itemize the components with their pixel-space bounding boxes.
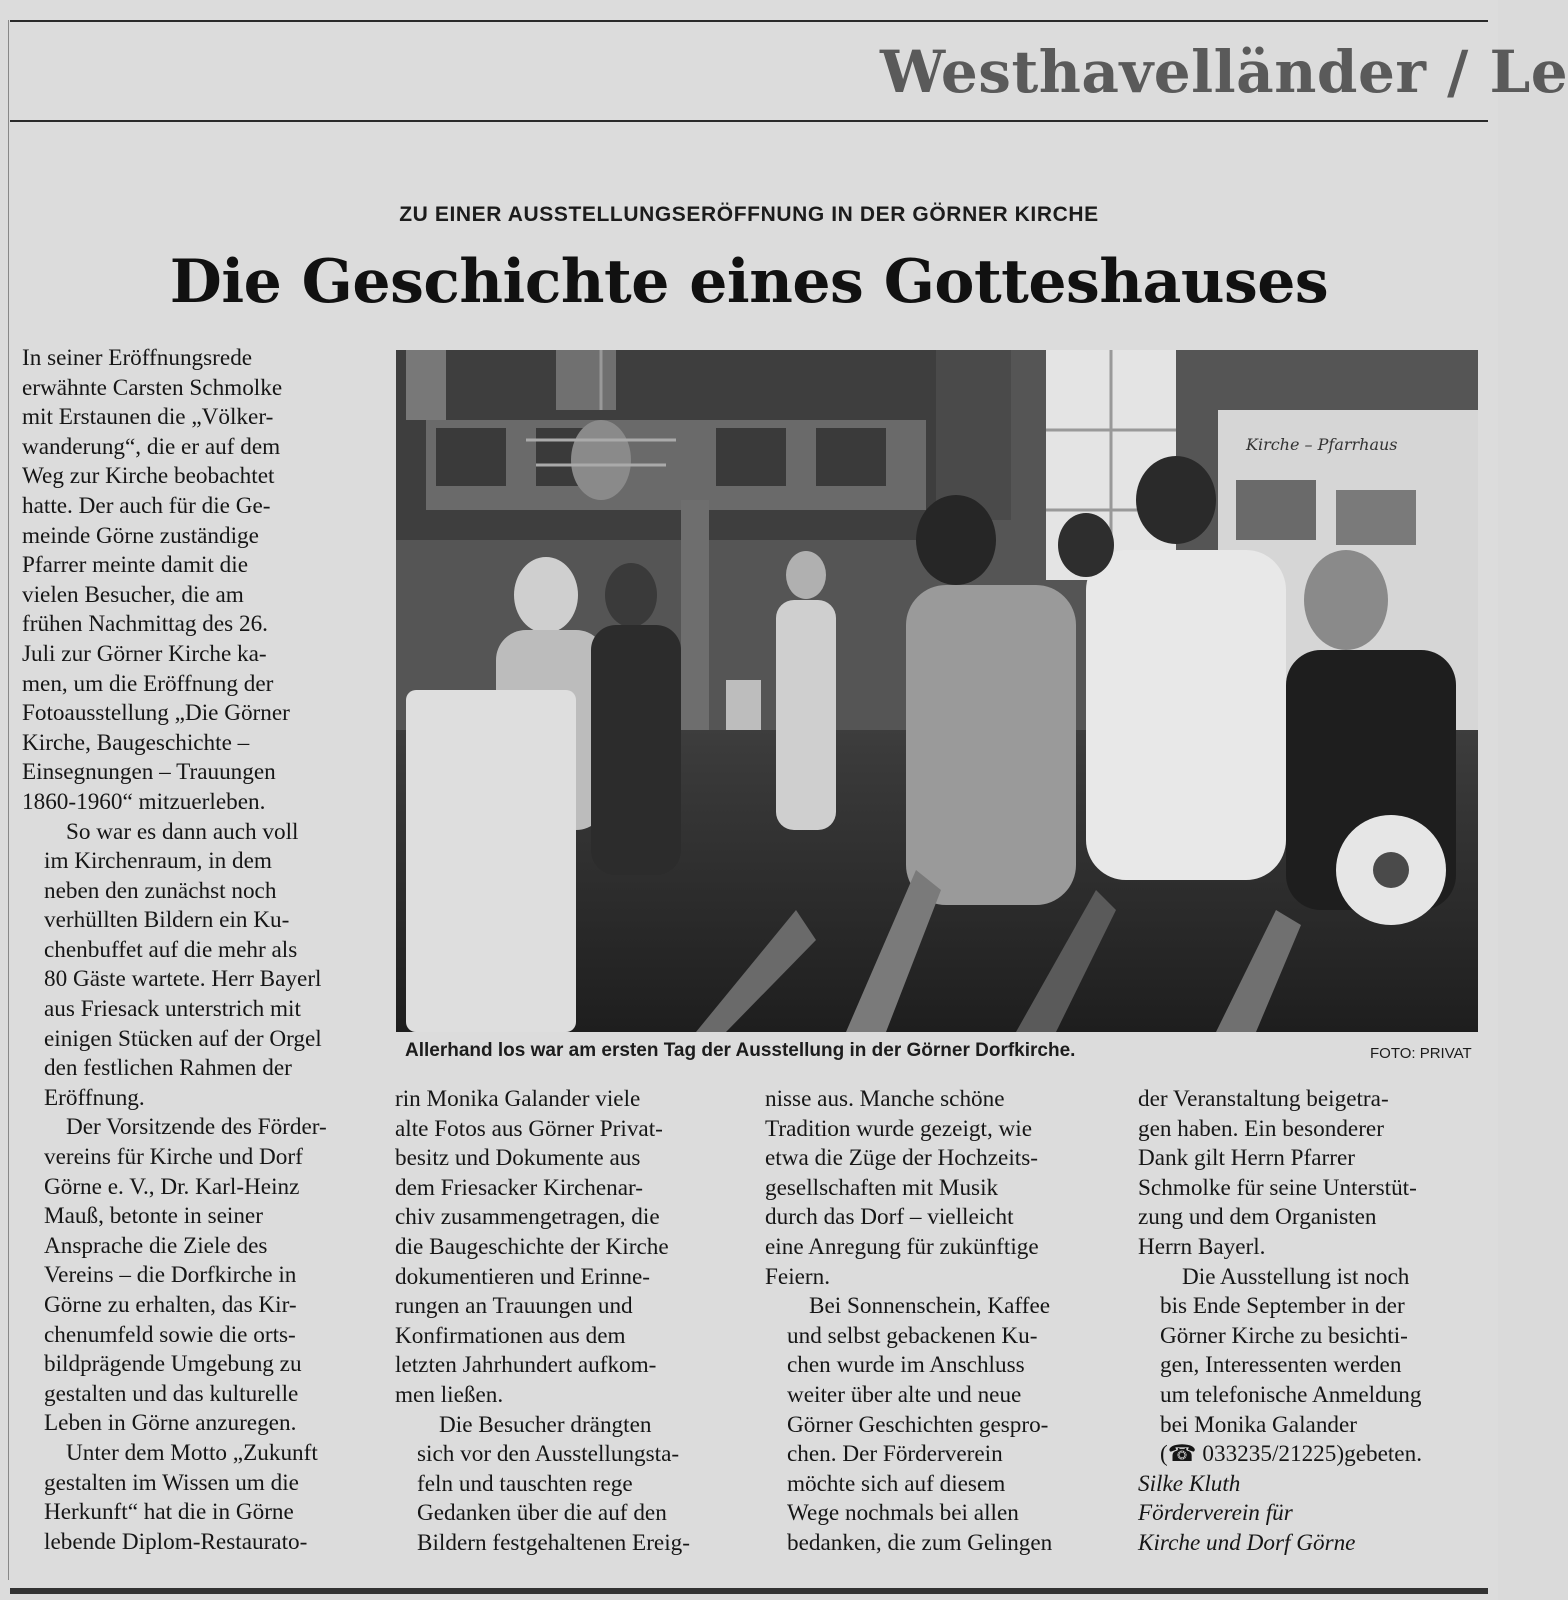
paragraph: Die Besucher drängten sich vor den Ausstellungsta- feln und tauschten rege Gedanken über die auf den Bildern festgehaltenen Ereig- [417, 1411, 690, 1556]
paragraph: Bei Sonnenschein, Kaffee und selbst gebackenen Ku- chen wurde im Anschluss weiter über alte und neue Görner Geschichten gespro- chen. Der Förderverein möchte sich auf diesem Wege nochmals bei allen bedanken, die zum Gelingen [787, 1293, 1053, 1556]
board-sign: Kirche – Pfarrhaus [1246, 435, 1398, 454]
paragraph: der Veranstaltung beigetra- gen haben. Ein besonderer Dank gilt Herrn Pfarrer Schmolke für seine Unterstüt- zung und dem Organisten Herrn Bayerl. [1138, 1086, 1417, 1260]
paragraph: nisse aus. Manche schöne Tradition wurde gezeigt, wie etwa die Züge der Hochzeits- gesellschaften mit Musik durch das Dorf – vielleicht eine Anregung für zukünftige Feiern. [765, 1086, 1039, 1290]
top-rule [10, 20, 1488, 22]
covered-picture [406, 690, 576, 1032]
phone-number: (☎ 033235/21225)gebeten. [1160, 1441, 1422, 1468]
paragraph: Der Vorsitzende des Förder- vereins für Kirche und Dorf Görne e. V., Dr. Karl-Heinz Mauß, betonte in seiner Ansprache die Ziele des Vereins – die Dorfkirche in Görne zu erhalten, das Kir- chenumfeld sowie die orts- bildprägende Umgebung zu gestalten und das kulturelle Leben in Görne anzuregen. [44, 1114, 327, 1437]
article-column-3 [765, 1085, 1105, 1559]
author-name: Silke Kluth [1138, 1470, 1241, 1497]
paragraph: rin Monika Galander viele alte Fotos aus Görner Privat- besitz und Dokumente aus dem Friesacker Kirchenar- chiv zusammengetragen, die die Baugeschichte der Kirche dokumentieren und Erinne- rungen an Trauungen und Konfirmationen aus dem letzten Jahrhundert aufkom- men ließen. [395, 1086, 669, 1408]
header-rule [10, 120, 1488, 122]
article-column-1 [22, 344, 362, 1557]
article-photo [396, 350, 1478, 1032]
author-org-line2: Kirche und Dorf Görne [1138, 1529, 1356, 1556]
photo-credit: FOTO: PRIVAT [1370, 1045, 1472, 1062]
paragraph: Unter dem Motto „Zukunft gestalten im Wissen um die Herkunft“ hat die in Görne lebende Diplom-Restaurato- [44, 1439, 318, 1555]
photo-caption: Allerhand los war am ersten Tag der Ausstellung in der Görner Dorfkirche. [405, 1040, 1076, 1061]
article-column-2 [395, 1085, 735, 1559]
paragraph: In seiner Eröffnungsrede erwähnte Carsten Schmolke mit Erstaunen die „Völker- wanderung“, die er auf dem Weg zur Kirche beobachtet hatte. Der auch für die Ge- meinde Görne zuständige Pfarrer meinte damit die vielen Besucher, die am frühen Nachmittag des 26. Juli zur Görner Kirche ka- men, um die Eröffnung der Fotoausstellung „Die Görner Kirche, Baugeschichte – Einsegnungen – Trauungen 1860-1960“ mitzuerleben. [22, 345, 290, 815]
article-kicker: ZU EINER AUSSTELLUNGSERÖFFNUNG IN DER GÖRNER KIRCHE [399, 203, 1099, 226]
author-signature [1138, 1470, 1478, 1559]
bottom-rule [10, 1588, 1488, 1594]
author-org: Förderverein für [1138, 1500, 1293, 1527]
article-column-4 [1138, 1085, 1478, 1559]
church-interior-photo [396, 350, 1478, 1032]
paragraph: Die Ausstellung ist noch bis Ende September in der Görner Kirche zu besichti- gen, Interessenten werden um telefonische Anmeldung bei Monika Galander (☎ 033235/21225)gebeten. [1138, 1263, 1478, 1470]
article-headline: Die Geschichte eines Gotteshauses [169, 247, 1329, 317]
section-title: Westhavelländer / Le [880, 38, 1568, 106]
paragraph: So war es dann auch voll im Kirchenraum, in dem neben den zunächst noch verhüllten Bildern ein Ku- chenbuffet auf die mehr als 80 Gäste wartete. Herr Bayerl aus Friesack unterstrich mit einigen Stücken auf der Orgel den festlichen Rahmen der Eröffnung. [44, 818, 322, 1111]
